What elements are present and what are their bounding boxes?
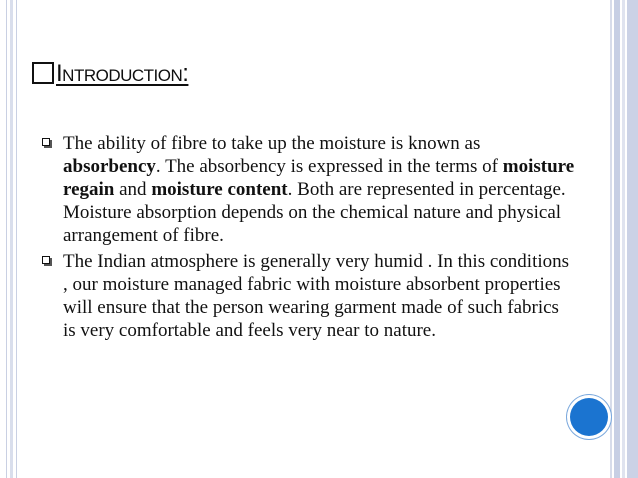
square-bullet-icon xyxy=(42,138,50,146)
square-bullet-icon xyxy=(42,256,50,264)
bullet-item xyxy=(36,132,576,247)
bullet-list xyxy=(36,132,576,345)
bold-text-segment: absorbency xyxy=(63,156,156,177)
stripe xyxy=(622,0,625,478)
stripe xyxy=(627,0,638,478)
checkbox-bullet-icon xyxy=(32,62,54,84)
bullet-item xyxy=(36,250,576,342)
text-segment: The ability of fibre to take up the moisture is known as xyxy=(63,133,481,154)
text-segment: The Indian atmosphere is generally very humid . In this conditions , our moisture managed fabric with moisture absorbent properties will ensure that the person wearing garment made of such fabrics is very comfortable and feels very near to nature. xyxy=(63,251,570,341)
title-row xyxy=(32,60,188,88)
text-segment: and xyxy=(114,179,152,200)
bullet-text xyxy=(63,251,569,341)
right-stripe-decoration xyxy=(610,0,638,478)
left-border-decoration xyxy=(6,0,17,478)
bold-text-segment: moisture regain xyxy=(63,156,575,200)
bullet-text xyxy=(63,133,574,246)
stripe xyxy=(610,0,612,478)
bold-text-segment: moisture content xyxy=(151,179,288,200)
text-segment: . The absorbency is expressed in the terms of xyxy=(155,156,503,177)
stripe xyxy=(614,0,620,478)
slide-title: Introduction: xyxy=(56,60,189,87)
text-segment: . Both are represented in percentage. Moisture absorption depends on the chemical nature and physical arrangement of fibre. xyxy=(63,179,566,246)
blue-circle-decoration xyxy=(570,398,608,436)
